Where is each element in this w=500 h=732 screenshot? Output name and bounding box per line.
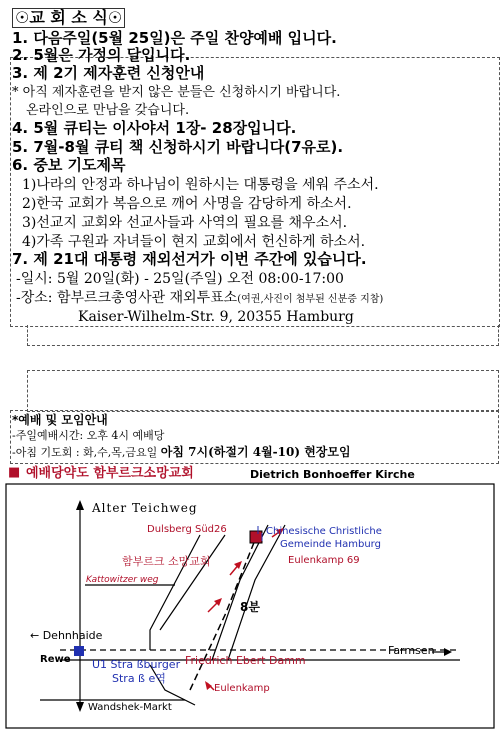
road-eulenkamp-right-2	[228, 525, 285, 660]
notice-item-2: 2. 5월은 가정의 달입니다.	[12, 46, 191, 64]
church-marker-icon	[250, 531, 262, 543]
label-kattowitzer: Kattowitzer weg	[86, 575, 159, 585]
map-header-german: Dietrich Bonhoeffer Kirche	[250, 468, 415, 481]
label-wandshek: Wandshek-Markt	[88, 702, 172, 713]
label-dulsberg: Dulsberg Süd26	[147, 524, 227, 535]
election-place-note: (여권,사진이 첨부된 신분증 지참)	[237, 294, 384, 305]
election-address: Kaiser-Wilhelm-Str. 9, 20355 Hamburg	[78, 309, 354, 325]
label-church: 함부르크 소망교회	[122, 555, 211, 568]
label-chinese-2: Gemeinde Hamburg	[280, 539, 381, 550]
notice-item-3: 3. 제 2기 제자훈련 신청안내	[12, 64, 205, 82]
prayer-1: 1)나라의 안정과 하나님이 원하시는 대통령을 세워 주소서.	[22, 177, 379, 193]
notice-item-5: 5. 7월-8월 큐티 책 신청하시기 바랍니다(7유로).	[12, 138, 344, 156]
notice-item-1: 1. 다음주일(5월 25일)은 주일 찬양예배 입니다.	[12, 29, 337, 47]
label-friedrich-ebert: Friedrich Ebert Damm	[185, 654, 306, 667]
arrow-down-icon	[76, 702, 84, 712]
notice-item-3-detail: * 아직 제자훈련을 받지 않은 분들은 신청하시기 바랍니다.	[12, 85, 341, 100]
label-alter-teichweg: Alter Teichweg	[92, 501, 198, 515]
worship-title: *예배 및 모임안내	[12, 413, 108, 427]
road-eulenkamp-right	[212, 525, 268, 660]
label-eulenkamp-69: Eulenkamp 69	[288, 555, 360, 566]
label-farmsen: Farmsen	[388, 644, 435, 657]
prayer-3: 3)선교지 교회와 선교사들과 사역의 필요를 채우소서.	[22, 215, 348, 231]
notice-item-3-detail2: 온라인으로 만남을 갖습니다.	[26, 103, 190, 118]
notice-item-7: 7. 제 21대 대통령 재외선거가 이번 주간에 있습니다.	[12, 250, 367, 268]
prayer-4: 4)가족 구원과 자녀들이 현지 교회에서 헌신하게 하소서.	[22, 234, 366, 250]
road-eulenkamp-bottom	[150, 665, 195, 705]
election-place-main: -장소: 함부르크총영사관 재외투표소	[16, 290, 238, 306]
worship-morning-days: -아침 기도회 : 화,수,목,금요일	[12, 446, 161, 459]
label-eight-minutes: 8분	[240, 600, 260, 614]
notice-title: ☉교 회 소 식☉	[12, 8, 125, 28]
map-header-korean: 예배당약도 함부르크소망교회	[26, 466, 194, 481]
label-dehnhaide: ← Dehnhaide	[30, 629, 103, 642]
label-chinese-1: Chinesische Christliche	[266, 526, 382, 537]
worship-sunday: -주일예배시간: 오후 4시 예배당	[12, 429, 165, 442]
notice-item-6: 6. 중보 기도제목	[12, 156, 126, 174]
subway-marker-icon	[74, 646, 84, 656]
map-header-square: ■	[8, 465, 21, 480]
label-eulenkamp-bottom: Eulenkamp	[214, 683, 270, 694]
road-strassburger	[150, 535, 200, 650]
label-u1-line2: Stra ß e역	[112, 672, 166, 685]
label-u1-line1: U1 Stra ßburger	[92, 658, 181, 671]
worship-morning-time: 아침 7시(하절기 4월-10) 현장모임	[160, 445, 351, 459]
label-rewe: Rewe	[40, 654, 71, 665]
arrow-up-icon	[76, 500, 84, 510]
notice-item-4: 4. 5월 큐티는 이사야서 1장- 28장입니다.	[12, 119, 297, 137]
prayer-2: 2)한국 교회가 복음으로 깨어 사명을 감당하게 하소서.	[22, 196, 352, 212]
election-date: -일시: 5월 20일(화) - 25일(주일) 오전 08:00-17:00	[16, 271, 344, 287]
